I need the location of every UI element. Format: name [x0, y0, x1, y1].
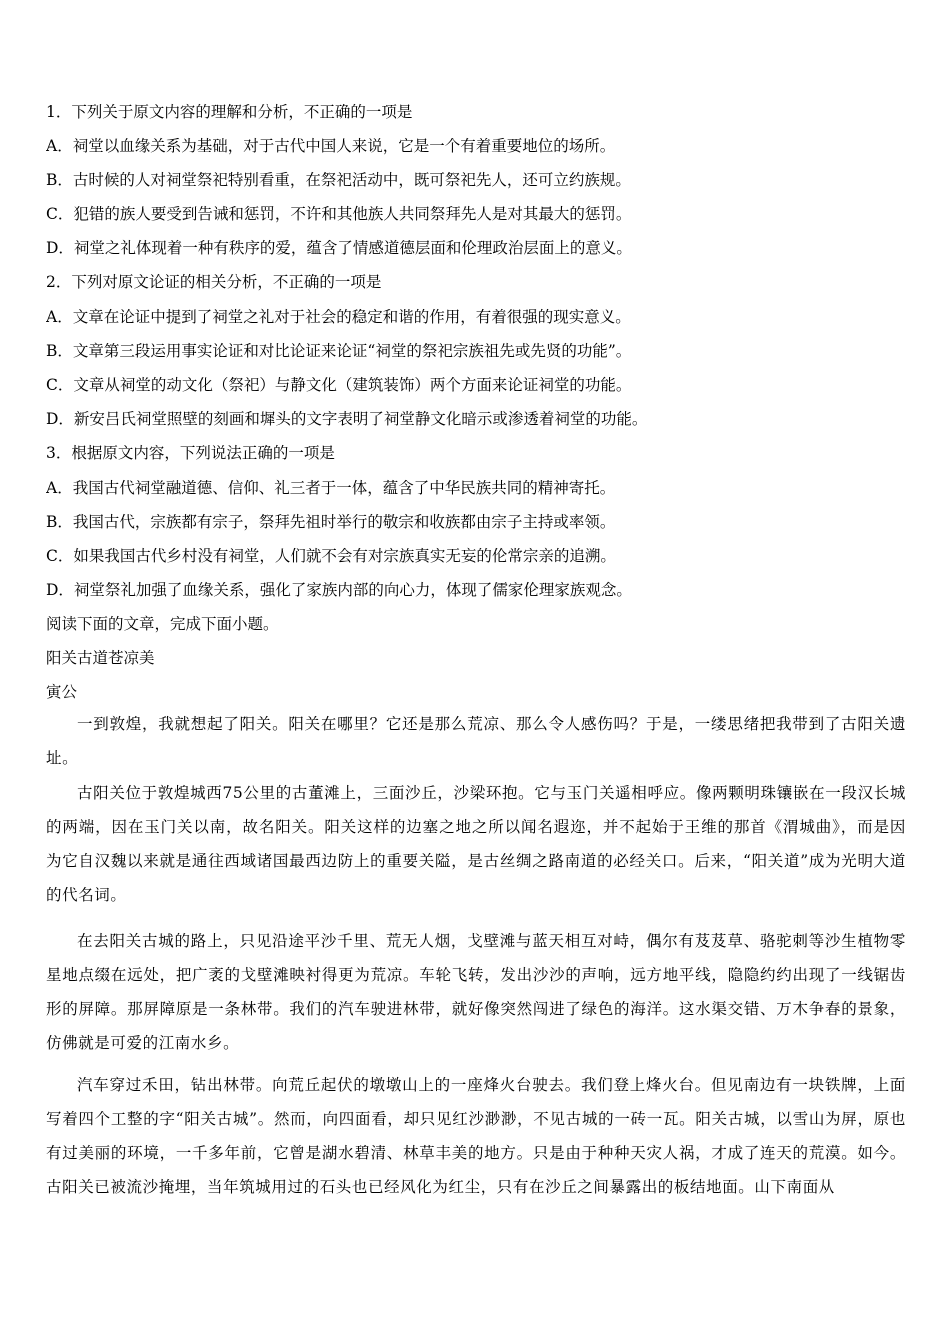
question-3-option-b: B．我国古代，宗族都有宗子，祭拜先祖时举行的敬宗和收族都由宗子主持或率领。 [46, 513, 616, 531]
question-2-option-b: B．文章第三段运用事实论证和对比论证来论证“祠堂的祭祀宗族祖先或先贤的功能”。 [46, 342, 632, 360]
article-paragraph-3: 在去阳关古城的路上，只见沿途平沙千里、荒无人烟，戈壁滩与蓝天相互对峙，偶尔有芨芨草、骆驼刺等沙生植物零星地点缀在远处，把广袤的戈壁滩映衬得更为荒凉。车轮飞转，发出沙沙的声响，远方地平线，隐隐约约出现了一线锯齿形的屏障。那屏障原是一条林带。我们的汽车驶进林带，就好像突然闯进了绿色的海洋。这水渠交错、万木争春的景象，仿佛就是可爱的江南水乡。 [46, 932, 906, 1052]
question-2-option-c: C．文章从祠堂的动文化（祭祀）与静文化（建筑装饰）两个方面来论证祠堂的功能。 [46, 376, 632, 394]
article-author: 寅公 [46, 683, 78, 701]
article-title: 阳关古道苍凉美 [46, 649, 155, 667]
question-1-option-c: C．犯错的族人要受到告诫和惩罚，不许和其他族人共同祭拜先人是对其最大的惩罚。 [46, 205, 632, 223]
question-3-stem: 3．根据原文内容，下列说法正确的一项是 [46, 444, 335, 462]
question-3-option-d: D．祠堂祭礼加强了血缘关系，强化了家族内部的向心力，体现了儒家伦理家族观念。 [46, 581, 632, 599]
article-paragraph-4: 汽车穿过禾田，钻出林带。向荒丘起伏的墩墩山上的一座烽火台驶去。我们登上烽火台。但见南边有一块铁牌，上面写着四个工整的字“阳关古城”。然而，向四面看，却只见红沙渺渺，不见古城的一砖一瓦。阳关古城，以雪山为屏，原也有过美丽的环境，一千多年前，它曾是湖水碧清、林草丰美的地方。只是由于种种天灾人祸，才成了连天的荒漠。如今。古阳关已被流沙掩埋，当年筑城用过的石头也已经风化为红尘，只有在沙丘之间暴露出的板结地面。山下南面从 [46, 1076, 906, 1196]
question-3-option-c: C．如果我国古代乡村没有祠堂，人们就不会有对宗族真实无妄的伦常宗亲的追溯。 [46, 547, 616, 565]
question-1-option-d: D．祠堂之礼体现着一种有秩序的爱，蕴含了情感道德层面和伦理政治层面上的意义。 [46, 239, 632, 257]
question-1-option-b: B．古时候的人对祠堂祭祀特别看重，在祭祀活动中，既可祭祀先人，还可立约族规。 [46, 171, 631, 189]
reading-instruction: 阅读下面的文章，完成下面小题。 [46, 615, 279, 633]
question-1-option-a: A．祠堂以血缘关系为基础，对于古代中国人来说，它是一个有着重要地位的场所。 [46, 137, 616, 155]
article-paragraph-2: 古阳关位于敦煌城西75公里的古董滩上，三面沙丘，沙梁环抱。它与玉门关遥相呼应。像两颗明珠镶嵌在一段汉长城的两端，因在玉门关以南，故名阳关。阳关这样的边塞之地之所以闻名遐迩，并不起始于王维的那首《渭城曲》，而是因为它自汉魏以来就是通往西域诸国最西边防上的重要关隘，是古丝绸之路南道的必经关口。后来，“阳关道”成为光明大道的代名词。 [46, 784, 906, 904]
question-2-option-a: A．文章在论证中提到了祠堂之礼对于社会的稳定和谐的作用，有着很强的现实意义。 [46, 308, 631, 326]
question-2-option-d: D．新安吕氏祠堂照壁的刻画和墀头的文字表明了祠堂静文化暗示或渗透着祠堂的功能。 [46, 410, 648, 428]
question-1-stem: 1．下列关于原文内容的理解和分析，不正确的一项是 [46, 103, 413, 121]
question-2-stem: 2．下列对原文论证的相关分析，不正确的一项是 [46, 273, 382, 291]
article-paragraph-1: 一到敦煌，我就想起了阳关。阳关在哪里？它还是那么荒凉、那么令人感伤吗？于是，一缕思绪把我带到了古阳关遗址。 [46, 715, 906, 767]
question-3-option-a: A．我国古代祠堂融道德、信仰、礼三者于一体，蕴含了中华民族共同的精神寄托。 [46, 479, 616, 497]
